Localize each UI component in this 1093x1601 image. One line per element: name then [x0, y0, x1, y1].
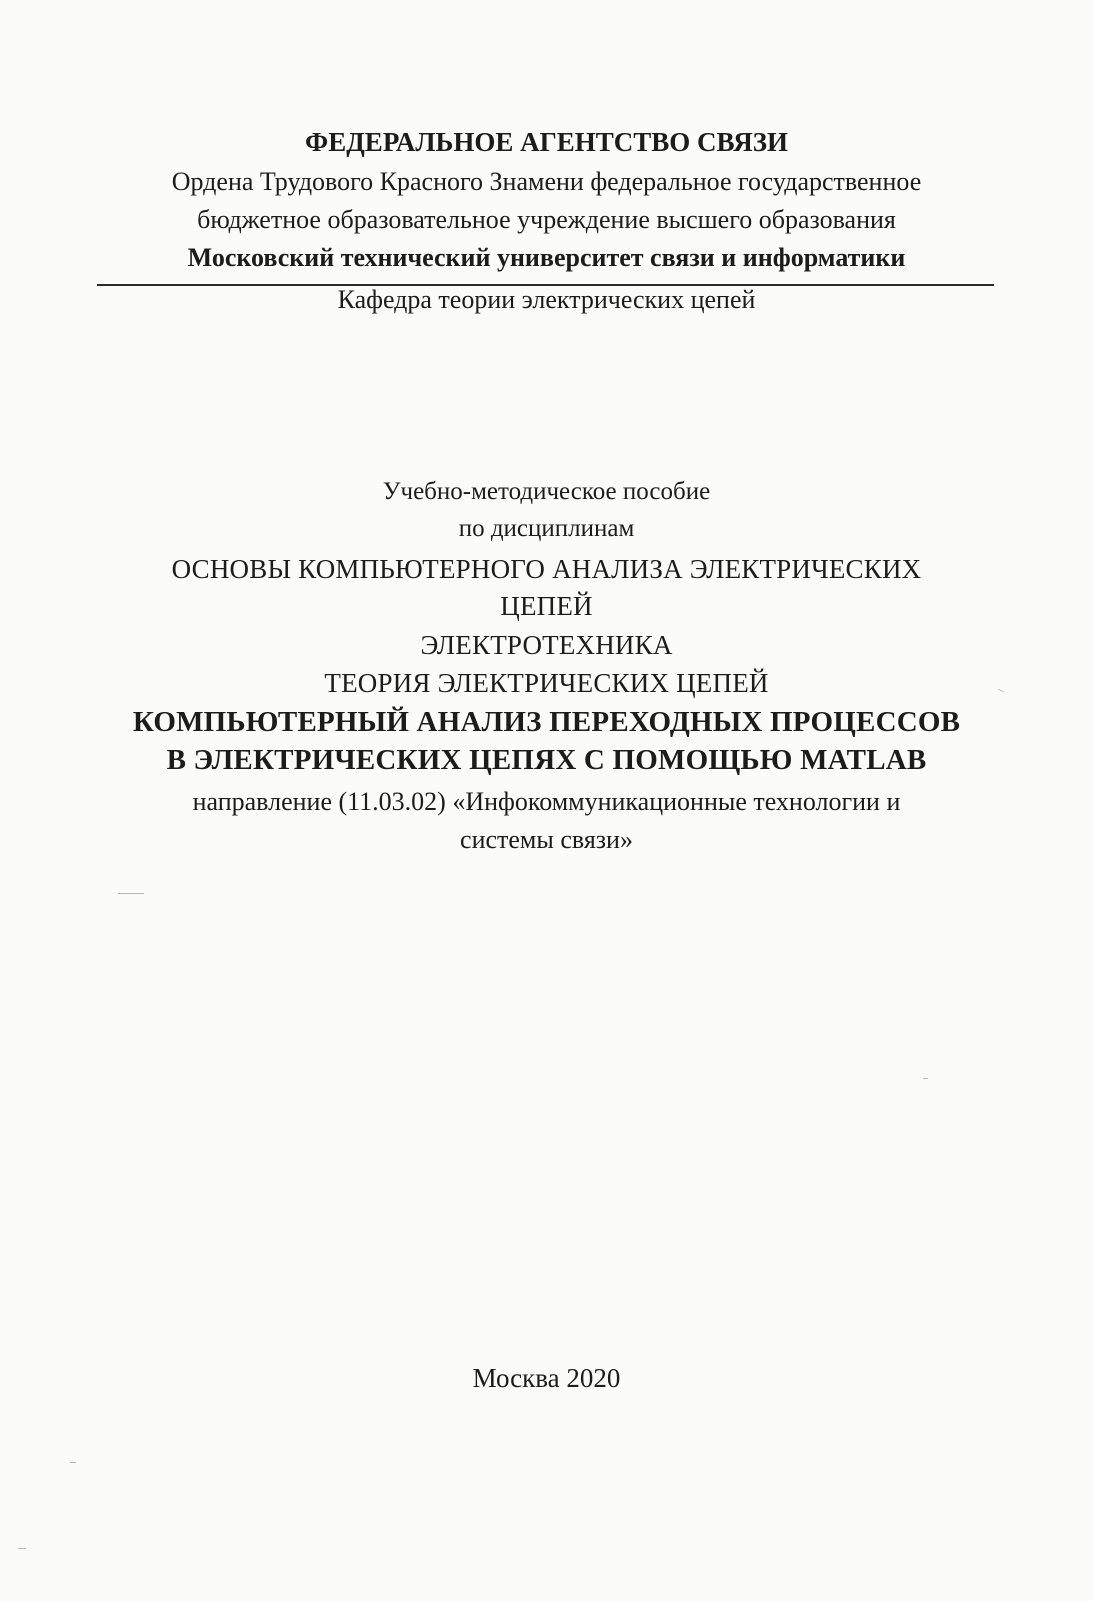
- paper-speck: [923, 1078, 928, 1079]
- direction-line-1: направление (11.03.02) «Инфокоммуникационные технологии и: [192, 787, 901, 816]
- paper-speck: [70, 1462, 76, 1463]
- institution-line-1: Ордена Трудового Красного Знамени федеральное государственное: [171, 167, 922, 196]
- agency-heading: ФЕДЕРАЛЬНОЕ АГЕНТСТВО СВЯЗИ: [305, 127, 788, 157]
- department-name: Кафедра теории электрических цепей: [337, 285, 756, 314]
- paper-speck: [18, 1548, 26, 1549]
- disciplines-intro: по дисциплинам: [458, 515, 635, 542]
- discipline-1-line-2: ЦЕПЕЙ: [500, 591, 593, 621]
- discipline-3: ТЕОРИЯ ЭЛЕКТРИЧЕСКИХ ЦЕПЕЙ: [324, 668, 769, 698]
- direction-line-2: системы связи»: [460, 825, 633, 854]
- discipline-1-line-1: ОСНОВЫ КОМПЬЮТЕРНОГО АНАЛИЗА ЭЛЕКТРИЧЕСКИХ: [171, 554, 922, 584]
- institution-line-2: бюджетное образовательное учреждение высшего образования: [197, 205, 896, 234]
- university-name: Московский технический университет связи и информатики: [187, 243, 906, 272]
- city-year: Москва 2020: [472, 1363, 621, 1393]
- title-line-2: В ЭЛЕКТРИЧЕСКИХ ЦЕПЯХ С ПОМОЩЬЮ MATLAB: [166, 744, 927, 776]
- title-line-1: КОМПЬЮТЕРНЫЙ АНАЛИЗ ПЕРЕХОДНЫХ ПРОЦЕССОВ: [132, 706, 961, 738]
- discipline-2: ЭЛЕКТРОТЕХНИКА: [420, 630, 673, 660]
- paper-speck: [118, 893, 144, 894]
- document-type: Учебно-методическое пособие: [382, 478, 711, 505]
